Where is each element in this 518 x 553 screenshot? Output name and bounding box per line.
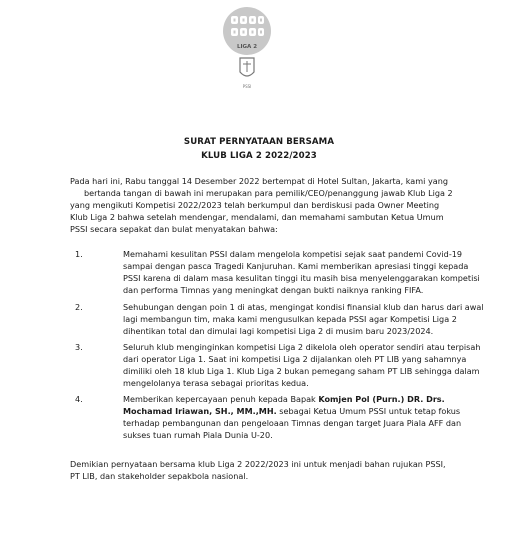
point-line: lagi membangun tim, maka kami mengusulkan kepada PSSI agar Kompetisi Liga 2: [123, 314, 457, 324]
point-line: PSSI karena di dalam masa kesulitan tinggi itu masih bisa menyelenggarakan kompetisi: [123, 273, 480, 283]
closing-line: PT LIB, dan stakeholder sepakbola nasional.: [70, 471, 249, 481]
document-title: SURAT PERNYATAAN BERSAMA: [183, 137, 335, 147]
point-line: dari operator Liga 1. Saat ini kompetisi Liga 2 dijalankan oleh PT LIB yang sahamnya: [123, 354, 467, 364]
point-line: dihentikan total dan dimulai lagi kompetisi Liga 2 di musim baru 2023/2024.: [123, 326, 434, 336]
point-line: sampai dengan pasca Tragedi Kanjuruhan. Kami memberikan apresiasi tinggi kepada: [123, 261, 469, 271]
point-line: Memahami kesulitan PSSI dalam mengelola kompetisi sejak saat pandemi Covid-19: [123, 249, 463, 259]
point-number: 1.: [75, 249, 83, 259]
document-subtitle: KLUB LIGA 2 2022/2023: [201, 151, 317, 161]
logo-badge-text: LIGA 2: [236, 44, 258, 50]
point-line: sukses tuan rumah Piala Dunia U-20.: [123, 430, 273, 440]
point-line: [123, 406, 460, 416]
liga-2-logo: [222, 6, 272, 94]
point-bold-text: Mochamad Iriawan, SH., MM.,MH.: [123, 406, 277, 416]
intro-line: yang mengikuti Kompetisi 2022/2023 telah berkumpul dan berdiskusi pada Owner Meeting: [70, 200, 440, 210]
point-bold-text: Komjen Pol (Purn.) DR. Drs.: [318, 394, 445, 404]
intro-line: bertanda tangan di bawah ini merupakan para pemilik/CEO/penanggung jawab Klub Liga 2: [84, 188, 453, 198]
point-number: 4.: [75, 394, 83, 404]
point-line: mengelolanya terasa sebagai prioritas kedua.: [123, 378, 309, 388]
intro-line: Klub Liga 2 bahwa setelah mendengar, mendalami, dan memahami sambutan Ketua Umum: [70, 212, 444, 222]
intro-line: PSSI secara sepakat dan bulat menyatakan bahwa:: [70, 224, 278, 234]
point-line: terhadap pembangunan dan pengeloaan Timnas dengan target Juara Piala AFF dan: [123, 418, 462, 428]
point-line: dimiliki oleh 18 klub Liga 1. Klub Liga 2 bukan pemegang saham PT LIB sehingga dalam: [123, 366, 480, 376]
point-line: dan performa Timnas yang meningkat dengan bukti naiknya ranking FIFA.: [123, 285, 424, 295]
point-number: 3.: [75, 342, 83, 352]
point-line: Seluruh klub menginginkan kompetisi Liga 2 dikelola oleh operator sendiri atau terpisah: [123, 342, 481, 352]
point-number: 2.: [75, 302, 83, 312]
point-text: sebagai Ketua Umum PSSI untuk tetap fokus: [276, 406, 461, 416]
intro-line: Pada hari ini, Rabu tanggal 14 Desember 2022 bertempat di Hotel Sultan, Jakarta, kami yang: [70, 176, 448, 186]
closing-line: Demikian pernyataan bersama klub Liga 2 2022/2023 ini untuk menjadi bahan rujukan PSSI,: [70, 459, 446, 469]
logo-small-text: PSSI: [242, 84, 252, 89]
point-line: Sehubungan dengan poin 1 di atas, mengingat kondisi finansial klub dan harus dari awal: [123, 302, 484, 312]
point-text: Memberikan kepercayaan penuh kepada Bapak: [123, 394, 319, 404]
point-line: [123, 394, 445, 404]
